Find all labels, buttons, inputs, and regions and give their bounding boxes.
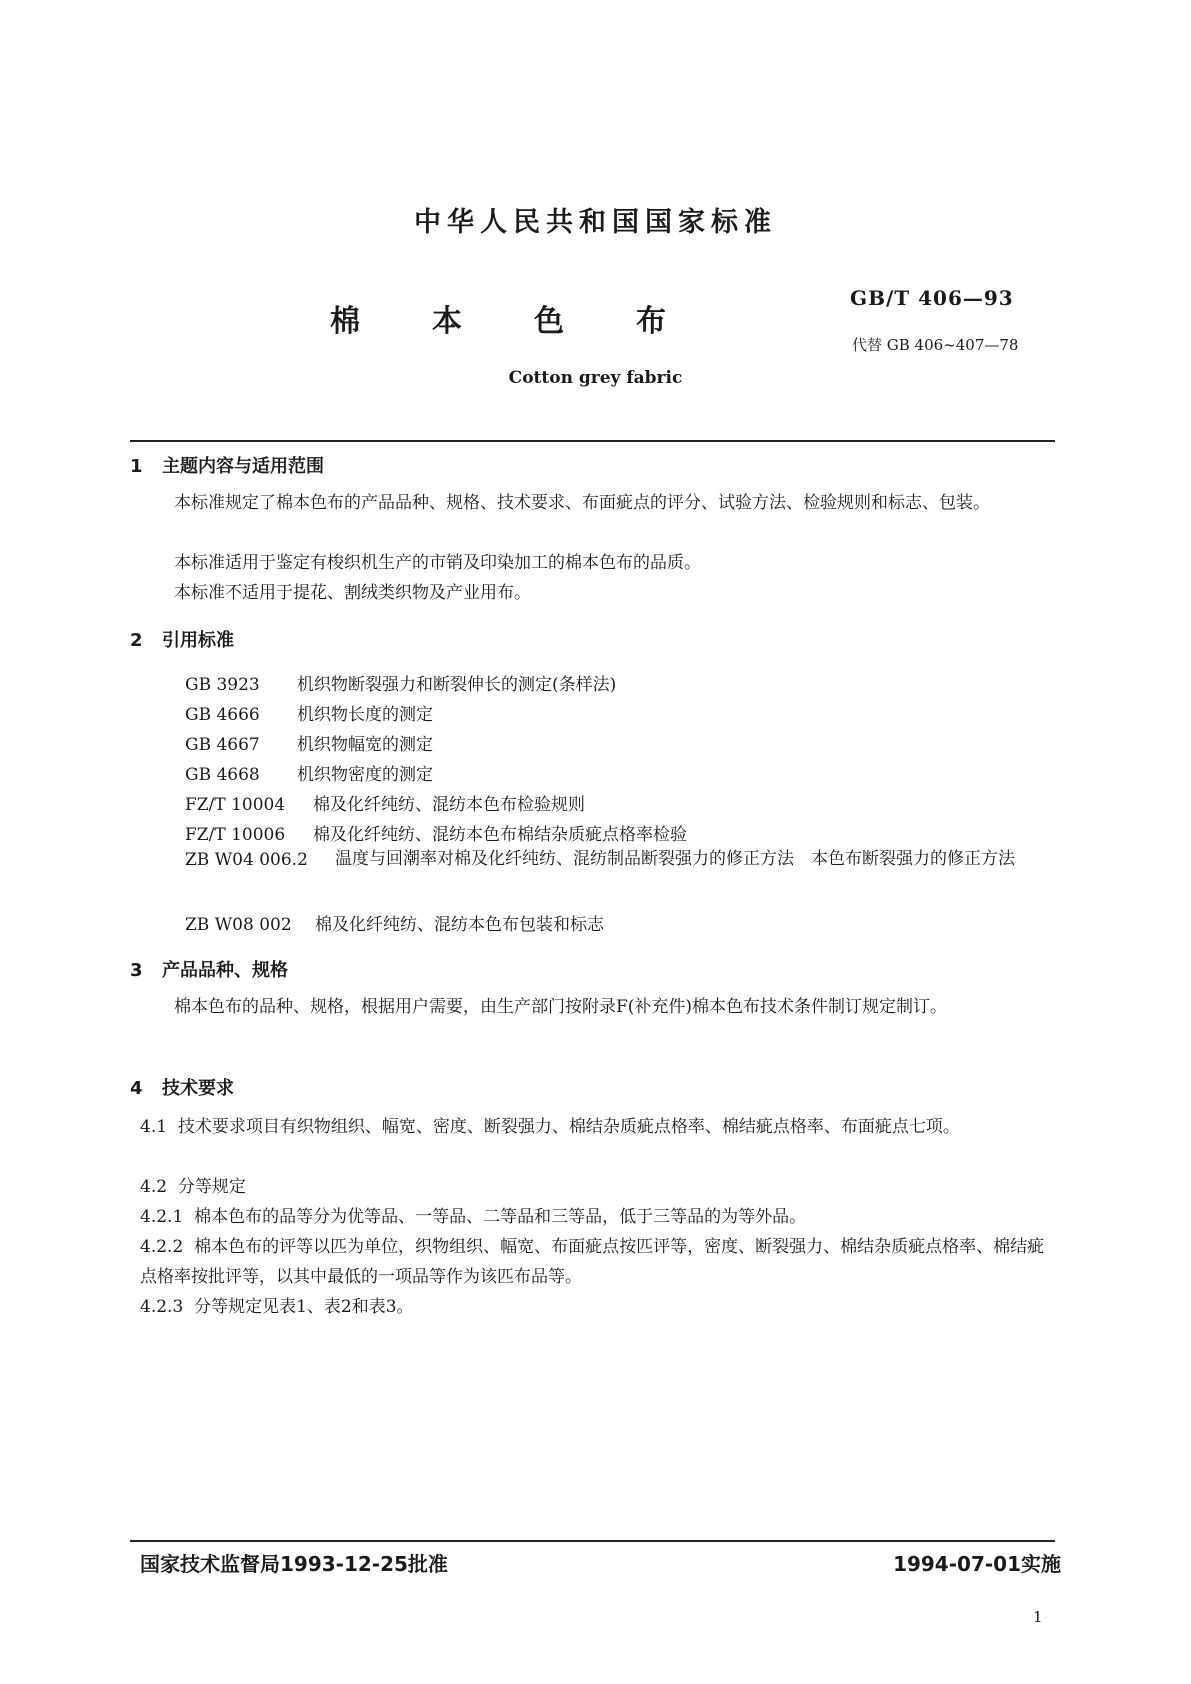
reference-item (185, 820, 687, 845)
reference-title: 棉及化纤纯纺、混纺本色布棉结杂质疵点格率检验 (313, 825, 687, 845)
clause-number: 4.2.2 (140, 1237, 184, 1257)
section-1-paragraph-2: 本标准适用于鉴定有梭织机生产的市销及印染加工的棉本色布的品质。 (174, 553, 701, 573)
header-divider (130, 440, 1055, 442)
approval-statement: 国家技术监督局1993-12-25批准 (140, 1552, 448, 1576)
section-title: 产品品种、规格 (162, 960, 288, 981)
effective-date: 1994-07-01实施 (893, 1552, 1061, 1576)
reference-code: ZB W08 002 (185, 915, 292, 935)
reference-code: GB 4668 (185, 765, 260, 785)
page-number: 1 (1033, 1608, 1043, 1626)
reference-title: 机织物幅宽的测定 (297, 735, 433, 755)
section-number: 4 (130, 1078, 143, 1099)
reference-title: 棉及化纤纯纺、混纺本色布包装和标志 (315, 915, 604, 935)
reference-title: 温度与回潮率对棉及化纤纯纺、混纺制品断裂强力的修正方法 本色布断裂强力的修正方法 (335, 849, 1015, 869)
document-english-title: Cotton grey fabric (508, 368, 683, 388)
replaces-standard: 代替 GB 406~407—78 (852, 336, 1019, 354)
clause-4-2-1 (140, 1202, 1055, 1232)
section-title: 引用标准 (162, 630, 234, 651)
reference-code: GB 4666 (185, 705, 260, 725)
clause-number: 4.2.1 (140, 1207, 184, 1227)
section-1-heading (130, 452, 324, 478)
national-standard-heading: 中华人民共和国国家标准 (414, 207, 777, 238)
clause-text: 分等规定见表1、表2和表3。 (194, 1297, 414, 1317)
reference-item (185, 730, 433, 755)
clause-4-2 (140, 1172, 1055, 1202)
section-4-heading (130, 1074, 234, 1100)
standard-code: GB/T 406—93 (850, 286, 1014, 310)
reference-code: GB 3923 (185, 675, 260, 695)
clause-text: 技术要求项目有织物组织、幅宽、密度、断裂强力、棉结杂质疵点格率、棉结疵点格率、布面疵点七项。 (177, 1117, 960, 1137)
section-3-paragraph: 棉本色布的品种、规格，根据用户需要，由生产部门按附录F(补充件)棉本色布技术条件制订规定制订。 (174, 997, 948, 1017)
section-number: 3 (130, 960, 143, 981)
section-3-heading (130, 956, 288, 982)
reference-item (185, 850, 1055, 874)
clause-4-1 (140, 1112, 1055, 1142)
reference-item (185, 910, 604, 935)
document-title: 棉本色布 (330, 304, 738, 339)
reference-code: ZB W04 006.2 (185, 850, 308, 870)
reference-code: FZ/T 10004 (185, 795, 286, 815)
reference-code: GB 4667 (185, 735, 260, 755)
section-2-heading (130, 626, 234, 652)
reference-item (185, 670, 616, 695)
reference-title: 机织物长度的测定 (297, 705, 433, 725)
reference-item (185, 700, 433, 725)
section-number: 2 (130, 630, 143, 651)
clause-text: 分等规定 (177, 1177, 246, 1197)
section-title: 主题内容与适用范围 (162, 456, 324, 477)
reference-code: FZ/T 10006 (185, 825, 286, 845)
clause-4-2-2 (140, 1232, 1055, 1292)
reference-item (185, 790, 585, 815)
footer-divider (130, 1540, 1055, 1542)
clause-number: 4.2 (140, 1177, 168, 1197)
clause-number: 4.2.3 (140, 1297, 184, 1317)
reference-title: 机织物密度的测定 (297, 765, 433, 785)
reference-item (185, 760, 433, 785)
clause-text: 棉本色布的评等以匹为单位，织物组织、幅宽、布面疵点按匹评等，密度、断裂强力、棉结杂质疵点格率、棉结疵点格率按批评等，以其中最低的一项品等作为该匹布品等。 (140, 1237, 1045, 1287)
section-title: 技术要求 (162, 1078, 234, 1099)
reference-title: 机织物断裂强力和断裂伸长的测定(条样法) (297, 675, 617, 695)
reference-title: 棉及化纤纯纺、混纺本色布检验规则 (313, 795, 585, 815)
clause-text: 棉本色布的品等分为优等品、一等品、二等品和三等品，低于三等品的为等外品。 (194, 1207, 807, 1227)
clause-number: 4.1 (140, 1117, 168, 1137)
clause-4-2-3 (140, 1292, 1055, 1322)
section-1-paragraph-1: 本标准规定了棉本色布的产品品种、规格、技术要求、布面疵点的评分、试验方法、检验规则和标志、包装。 (174, 493, 990, 513)
section-number: 1 (130, 456, 143, 477)
section-1-paragraph-3: 本标准不适用于提花、割绒类织物及产业用布。 (174, 583, 531, 603)
